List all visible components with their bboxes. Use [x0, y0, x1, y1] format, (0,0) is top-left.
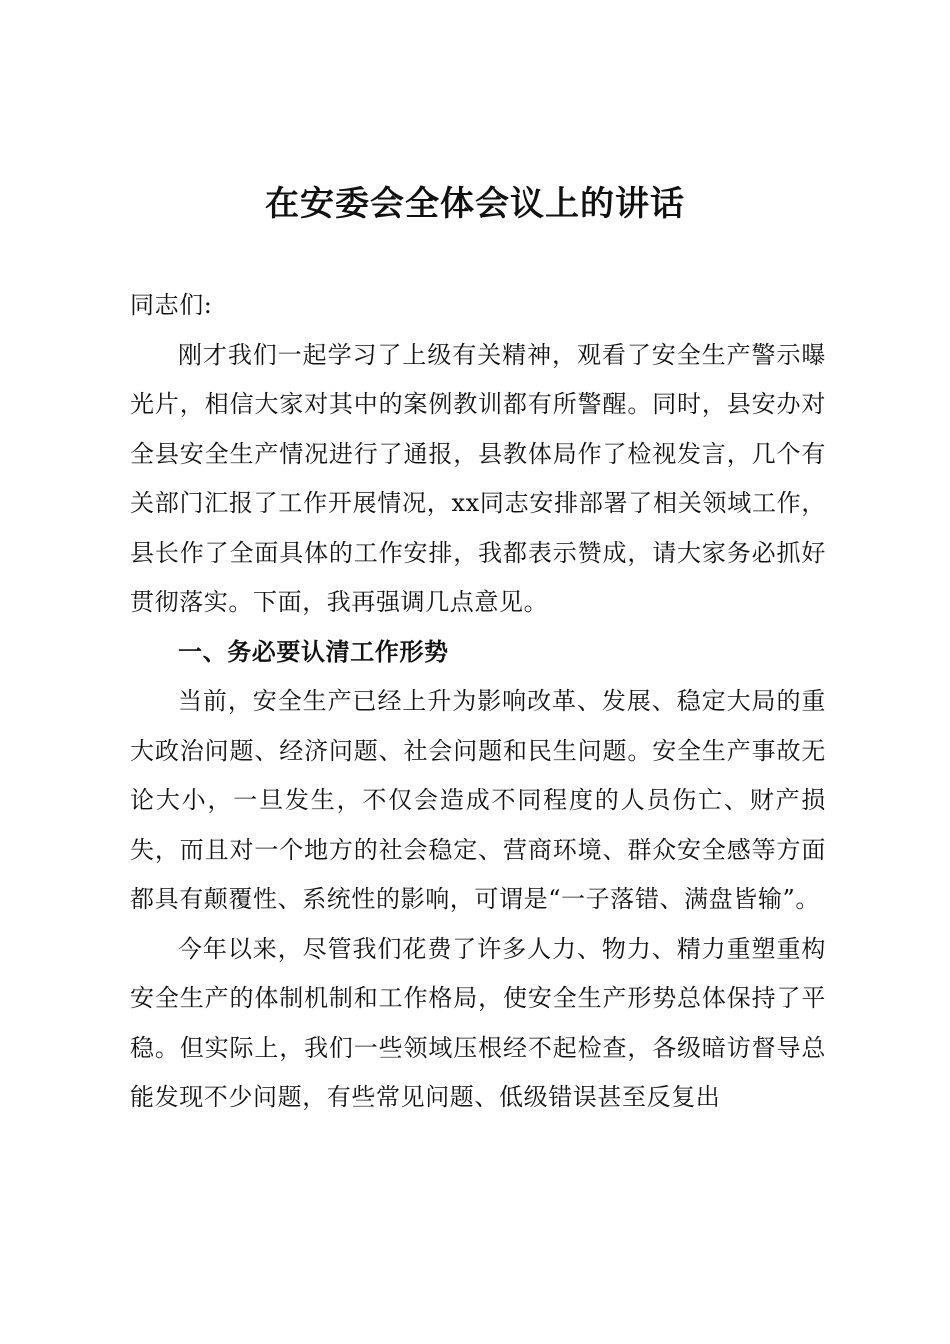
document-title: 在安委会全体会议上的讲话: [265, 184, 685, 224]
section-heading-1: 一、务必要认清工作形势: [178, 637, 449, 666]
document-body: [130, 281, 826, 1123]
salutation: 同志们:: [130, 291, 213, 319]
paragraph-opening: 刚才我们一起学习了上级有关精神，观看了安全生产警示曝光片，相信大家对其中的案例教训都有所警醒。同时，县安办对全县安全生产情况进行了通报，县教体局作了检视发言，几个有关部门汇报了工作开展情况，xx同志安排部署了相关领域工作，县长作了全面具体的工作安排，我都表示赞成，请大家务必抓好贯彻落实。下面，我再强调几点意见。: [130, 340, 826, 616]
paragraph-this-year: 今年以来，尽管我们花费了许多人力、物力、精力重塑重构安全生产的体制机制和工作格局，使安全生产形势总体保持了平稳。但实际上，我们一些领域压根经不起检查，各级暗访督导总能发现不少问题，有些常见问题、低级错误甚至反复出: [130, 934, 826, 1111]
paragraph-situation: 当前，安全生产已经上升为影响改革、发展、稳定大局的重大政治问题、经济问题、社会问题和民生问题。安全生产事故无论大小，一旦发生，不仅会造成不同程度的人员伤亡、财产损失，而且对一个地方的社会稳定、营商环境、群众安全感等方面都具有颠覆性、系统性的影响，可谓是“一子落错、满盘皆输”。: [130, 687, 826, 913]
